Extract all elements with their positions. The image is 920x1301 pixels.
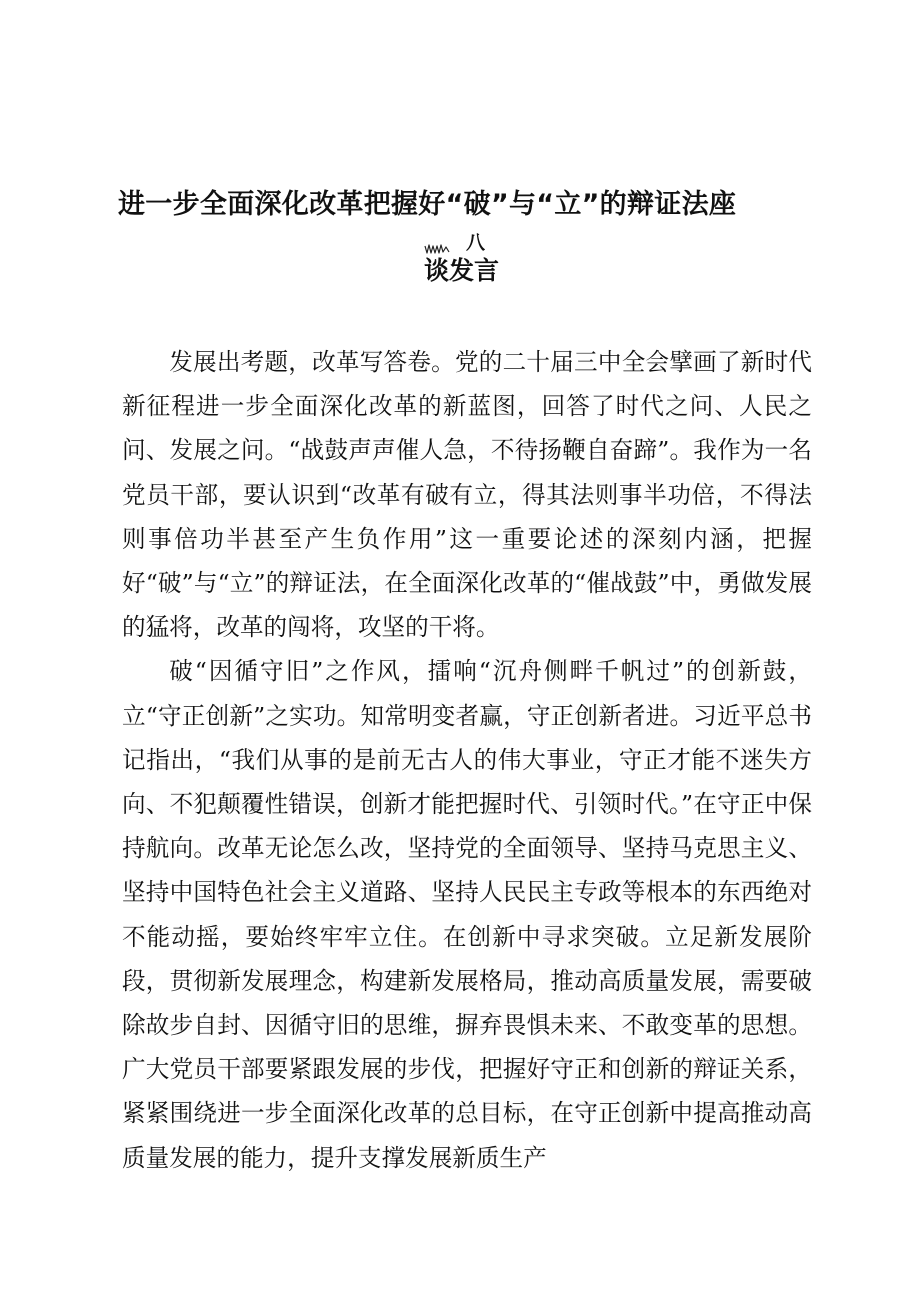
document-body <box>122 340 812 1180</box>
paragraph: 破“因循守旧”之作风，擂响“沉舟侧畔千帆过”的创新鼓，立“守正创新”之实功。知常明变者赢，守正创新者进。习近平总书记指出，“我们从事的是前无古人的伟大事业，守正才能不迷失方向、不犯颠覆性错误，创新才能把握时代、引领时代。”在守正中保持航向。改革无论怎么改，坚持党的全面领导、坚持马克思主义、坚持中国特色社会主义道路、坚持人民民主专政等根本的东西绝对不能动摇，要始终牢牢立住。在创新中寻求突破。立足新发展阶段，贯彻新发展理念，构建新发展格局，推动高质量发展，需要破除故步自封、因循守旧的思维，摒弃畏惧未来、不敢变革的思想。广大党员干部要紧跟发展的步伐，把握好守正和创新的辩证关系，紧紧围绕进一步全面深化改革的总目标，在守正创新中提高推动高质量发展的能力，提升支撑发展新质生产 <box>122 657 812 1172</box>
document-title: 进一步全面深化改革把握好“破”与“立”的辩证法座 <box>118 189 737 220</box>
document-subtitle: 谈发言 <box>424 256 500 285</box>
subtitle-block <box>422 232 532 288</box>
subtitle-mark: 八 <box>466 232 486 254</box>
paragraph: 发展出考题，改革写答卷。党的二十届三中全会擘画了新时代新征程进一步全面深化改革的新蓝图，回答了时代之问、人民之问、发展之问。“战鼓声声催人急，不待扬鞭自奋蹄”。我作为一名党员干部，要认识到“改革有破有立，得其法则事半功倍，不得法则事倍功半甚至产生负作用”这一重要论述的深刻内涵，把握好“破”与“立”的辩证法，在全面深化改革的“催战鼓”中，勇做发展的猛将，改革的闯将，攻坚的干将。 <box>122 348 812 642</box>
